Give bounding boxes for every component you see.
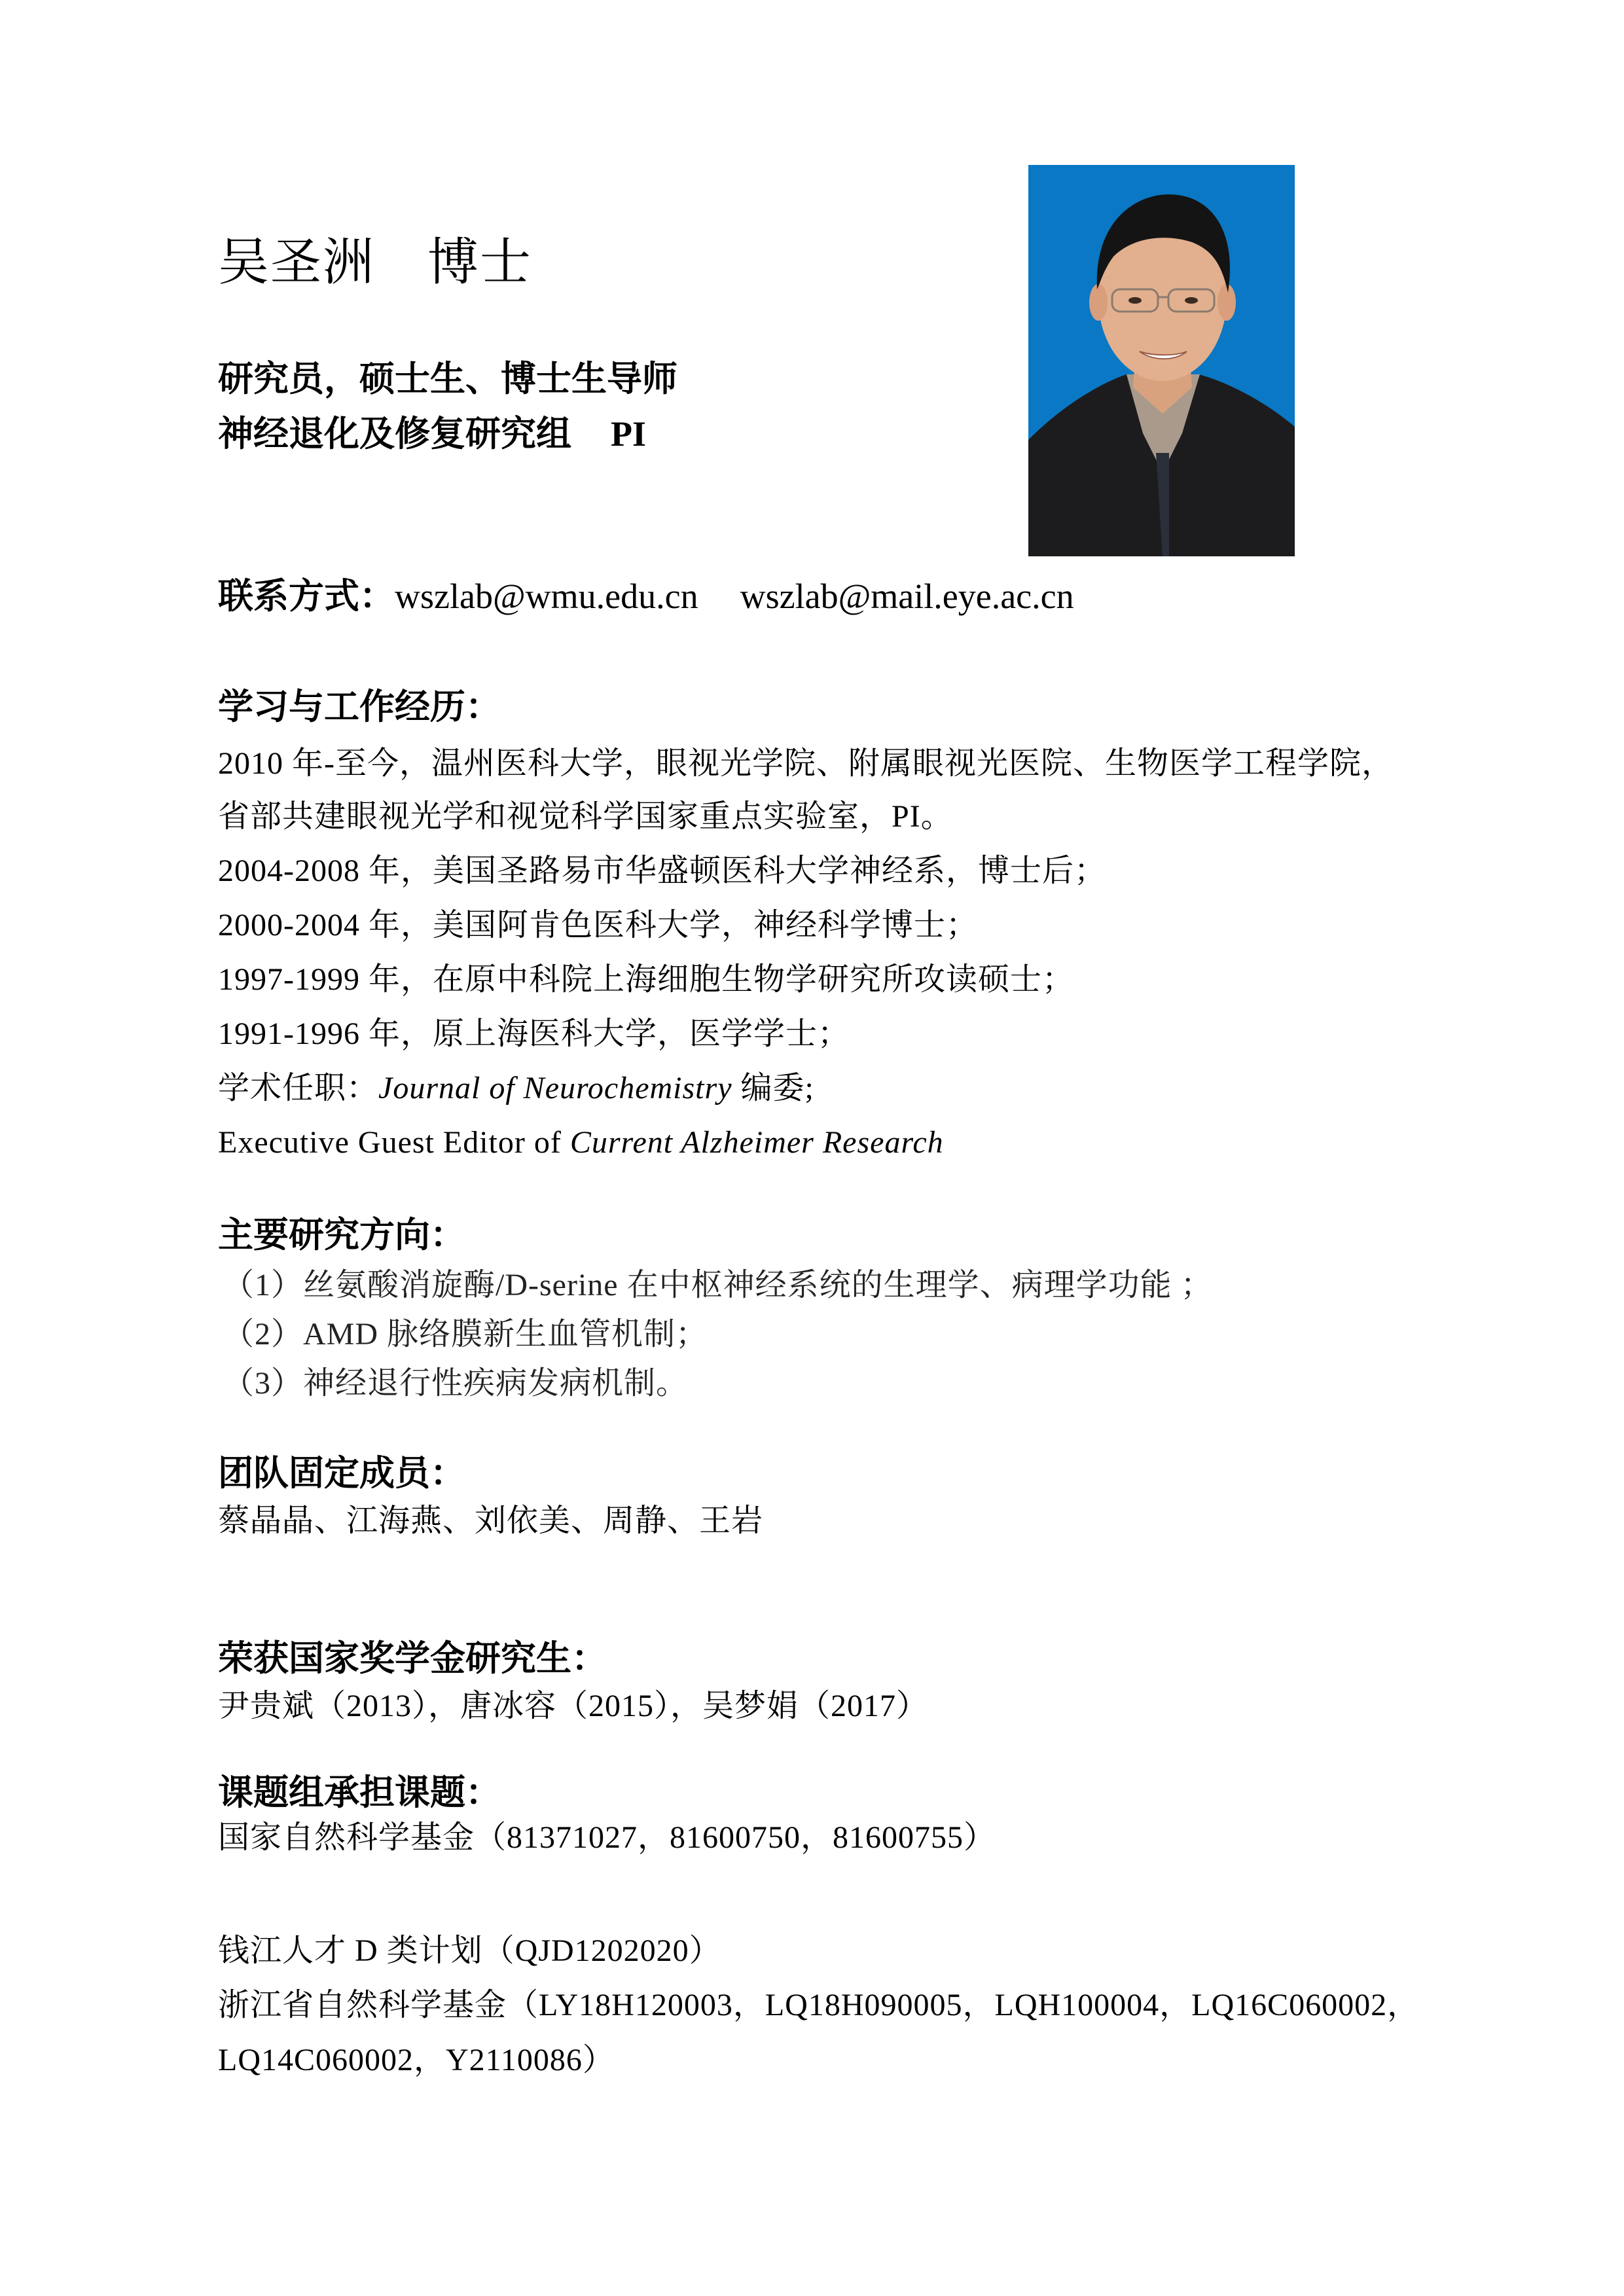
project-line: 浙江省自然科学基金（LY18H120003，LQ18H090005，LQH100004，LQ16C060002， — [218, 1988, 1420, 2022]
journal-name: Journal of Neurochemistry — [378, 1071, 732, 1105]
guest-editor-prefix: Executive Guest Editor of — [218, 1125, 570, 1160]
group-line — [218, 413, 646, 454]
contact-line — [218, 575, 1074, 617]
history-line: 1991-1996 年，原上海医科大学，医学学士； — [218, 1016, 850, 1051]
project-line: 国家自然科学基金（81371027，81600750，81600755） — [218, 1820, 996, 1855]
section-heading-education: 学习与工作经历： — [218, 686, 501, 727]
contact-label: 联系方式： — [218, 575, 395, 617]
guest-editor-journal: Current Alzheimer Research — [569, 1125, 944, 1160]
email-secondary[interactable]: wszlab@mail.eye.ac.cn — [740, 577, 1074, 616]
academic-post-label: 学术任职： — [218, 1071, 379, 1105]
scholarship-students: 尹贵斌（2013），唐冰容（2015），吴梦娟（2017） — [218, 1689, 929, 1723]
research-item: （1）丝氨酸消旋酶/D-serine 在中枢神经系统的生理学、病理学功能 ； — [223, 1268, 1213, 1302]
portrait-photo — [1028, 165, 1295, 556]
person-name: 吴圣洲 — [218, 233, 376, 292]
research-item: （3）神经退行性疾病发病机制。 — [223, 1366, 689, 1401]
history-line: 2004-2008 年，美国圣路易市华盛顿医科大学神经系，博士后； — [218, 853, 1106, 888]
page-title — [218, 233, 533, 292]
guest-editor-line — [218, 1127, 944, 1158]
research-item: （2）AMD 脉络膜新生血管机制； — [223, 1317, 708, 1352]
email-primary[interactable]: wszlab@wmu.edu.cn — [395, 577, 698, 616]
history-line: 2010 年-至今，温州医科大学，眼视光学院、附属眼视光医院、生物医学工程学院， — [218, 746, 1394, 781]
team-members: 蔡晶晶、江海燕、刘依美、周静、王岩 — [218, 1503, 764, 1538]
academic-post-line — [218, 1073, 814, 1104]
section-heading-research: 主要研究方向： — [218, 1214, 465, 1255]
history-line: 2000-2004 年，美国阿肯色医科大学，神经科学博士； — [218, 908, 978, 942]
pi-label: PI — [611, 414, 646, 454]
history-line: 1997-1999 年，在原中科院上海细胞生物学研究所攻读硕士； — [218, 962, 1074, 997]
portrait-image-icon — [1028, 165, 1295, 556]
history-line: 省部共建眼视光学和视觉科学国家重点实验室，PI。 — [218, 799, 953, 834]
section-heading-projects: 课题组承担课题： — [218, 1772, 501, 1813]
section-heading-team: 团队固定成员： — [218, 1452, 465, 1494]
person-degree: 博士 — [427, 233, 533, 292]
project-line: LQ14C060002，Y2110086） — [218, 2043, 615, 2077]
position-line: 研究员，硕士生、博士生导师 — [218, 358, 677, 399]
academic-post-role: 编委; — [732, 1071, 814, 1105]
group-name: 神经退化及修复研究组 — [218, 413, 571, 454]
section-heading-scholarship: 荣获国家奖学金研究生： — [218, 1638, 607, 1679]
project-line: 钱江人才 D 类计划（QJD1202020） — [218, 1933, 721, 1968]
